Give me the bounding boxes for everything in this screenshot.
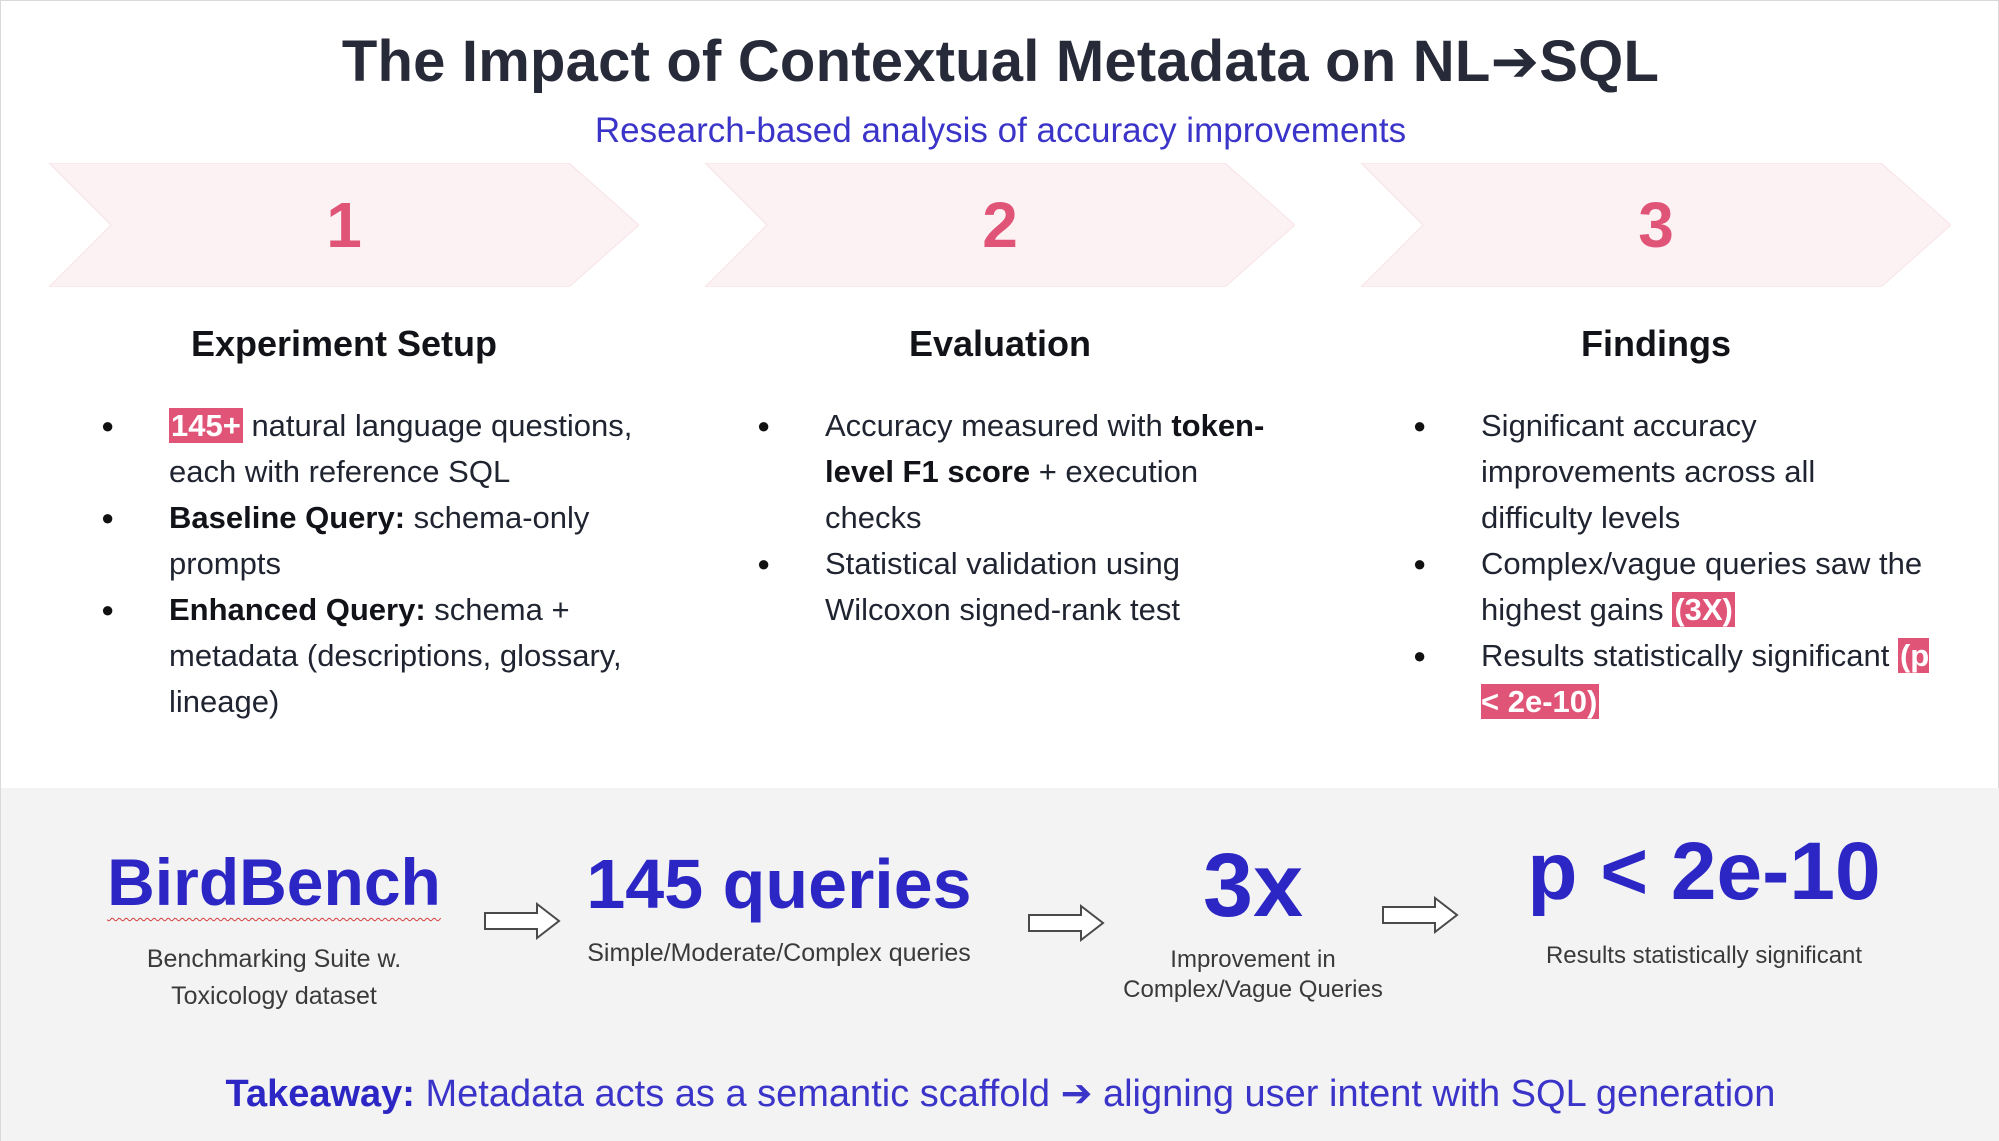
- takeaway-text: Metadata acts as a semantic scaffold ➔ aligning user intent with SQL generation: [414, 1073, 1776, 1115]
- evaluation-bullet: [757, 403, 1277, 541]
- stat-caption: Benchmarking Suite w. Toxicology dataset: [146, 945, 402, 1010]
- bullet-text: schema-only prompts: [169, 500, 590, 581]
- highlight-badge: (p < 2e-10): [1481, 638, 1930, 719]
- highlight-badge: (3X): [1674, 592, 1733, 627]
- stat-significance: [1489, 826, 1919, 972]
- findings-bullet: [1413, 633, 1933, 725]
- stat-queries: [561, 845, 997, 970]
- setup-bullet: [101, 587, 641, 725]
- step-chevron-1: [49, 163, 639, 287]
- right-arrow-icon: [1381, 895, 1461, 935]
- setup-bullet: [101, 495, 641, 587]
- slide-title: The Impact of Contextual Metadata on NL➔SQL: [341, 29, 1660, 94]
- slide-subtitle: Research-based analysis of accuracy improvements: [594, 111, 1407, 150]
- findings-bullet-list: [1413, 403, 1933, 725]
- stat-caption: Improvement in Complex/Vague Queries: [1123, 946, 1383, 1003]
- bullet-text: Significant accuracy improvements across all difficulty levels: [1481, 408, 1816, 535]
- stat-value: 145 queries: [586, 845, 972, 923]
- evaluation-bullet-list: [757, 403, 1277, 633]
- bullet-text: Complex/vague queries saw the highest gains: [1481, 546, 1923, 627]
- stat-value: p < 2e-10: [1527, 826, 1881, 917]
- bullet-text: Results statistically significant: [1481, 638, 1898, 673]
- bullet-bold-label: Baseline Query:: [169, 500, 406, 535]
- step-number: 2: [982, 189, 1018, 261]
- findings-bullet: [1413, 541, 1933, 633]
- right-arrow-icon: [1027, 903, 1107, 943]
- stat-value: BirdBench: [107, 845, 441, 919]
- stat-caption: Results statistically significant: [1545, 942, 1863, 969]
- step-chevron-3: [1361, 163, 1951, 287]
- bullet-bold-label: Enhanced Query:: [169, 592, 426, 627]
- takeaway: [1, 1071, 1999, 1116]
- stat-improvement: [1101, 836, 1405, 1005]
- setup-bullet: [101, 403, 641, 495]
- stat-caption: Simple/Moderate/Complex queries: [587, 939, 971, 967]
- stat-birdbench: [89, 845, 459, 1015]
- setup-bullet-list: [101, 403, 641, 725]
- bullet-text: Accuracy measured with: [825, 408, 1172, 443]
- bullet-text: Statistical validation using Wilcoxon signed-rank test: [825, 546, 1180, 627]
- step-chevron-2: [705, 163, 1295, 287]
- bullet-text: natural language questions, each with reference SQL: [169, 408, 633, 489]
- step-number: 3: [1638, 189, 1674, 261]
- bullet-text: schema + metadata (descriptions, glossary, lineage): [169, 592, 622, 719]
- bullet-text: + execution checks: [825, 454, 1199, 535]
- heading-findings: Findings: [1581, 323, 1731, 364]
- highlight-badge: 145+: [171, 408, 241, 443]
- takeaway-label: Takeaway:: [225, 1073, 415, 1115]
- step-number: 1: [326, 189, 362, 261]
- bullet-bold-label: token-level F1 score: [825, 408, 1265, 489]
- heading-experiment-setup: Experiment Setup: [190, 323, 498, 364]
- evaluation-bullet: [757, 541, 1277, 633]
- findings-bullet: [1413, 403, 1933, 541]
- right-arrow-icon: [483, 901, 563, 941]
- stat-value: 3x: [1202, 836, 1304, 936]
- heading-evaluation: Evaluation: [908, 323, 1092, 364]
